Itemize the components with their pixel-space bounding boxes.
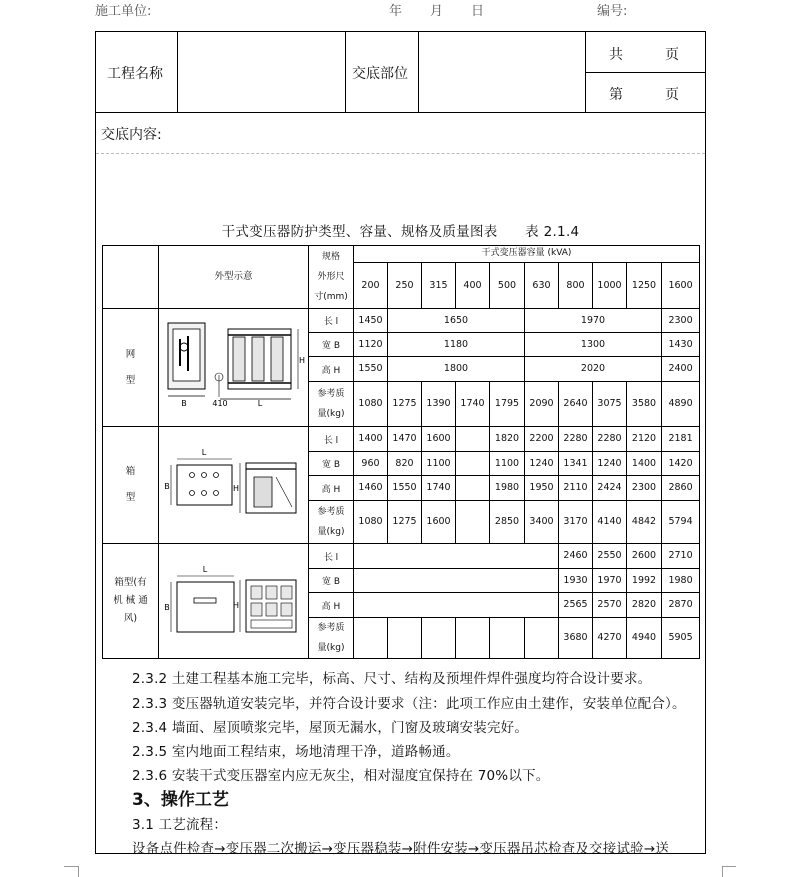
- row-label-cell: 宽 B: [309, 569, 354, 593]
- type-header-cell: [103, 246, 159, 309]
- capacity-cell: 630: [525, 263, 559, 309]
- disclosure-part-label: 交底部位: [352, 66, 408, 82]
- value-cell: 2600: [627, 544, 662, 569]
- value-cell: 2280: [593, 427, 627, 452]
- box-type-diagram: [160, 429, 306, 544]
- table-header-row: [103, 246, 700, 263]
- value-cell: 2565: [559, 593, 593, 618]
- spec-header-line: 规格: [321, 252, 340, 262]
- value-cell: 1450: [354, 309, 388, 333]
- vent-b-label: B: [164, 603, 170, 612]
- value-cell: 1980: [662, 569, 700, 593]
- row-label-cell: 高 H: [309, 476, 354, 501]
- number-label: 编号:: [597, 4, 628, 19]
- value-cell: 2120: [627, 427, 662, 452]
- value-cell: 2850: [490, 501, 525, 544]
- vent-l-label: L: [202, 565, 208, 574]
- value-cell: [422, 618, 456, 659]
- content-label: 交底内容:: [101, 127, 162, 143]
- value-cell: 1100: [490, 452, 525, 476]
- value-cell: 1820: [490, 427, 525, 452]
- body-line-2: 2.3.3 变压器轨道安装完毕，并符合设计要求（注：此项工作应由土建作，安装单位配合）。: [132, 696, 686, 712]
- value-cell: 1080: [354, 501, 388, 544]
- day-label: 日: [471, 4, 485, 19]
- net-410-label: 410: [212, 399, 228, 408]
- value-cell: 1800: [388, 357, 525, 382]
- value-cell: 1180: [388, 333, 525, 357]
- value-cell: 1400: [627, 452, 662, 476]
- value-cell: 1980: [490, 476, 525, 501]
- value-cell: [456, 452, 490, 476]
- page-corner-mark: [722, 866, 723, 877]
- value-cell: 1950: [525, 476, 559, 501]
- value-cell: 1100: [422, 452, 456, 476]
- value-cell: 2200: [525, 427, 559, 452]
- value-cell: 2820: [627, 593, 662, 618]
- value-cell: [490, 618, 525, 659]
- capacity-cell: 400: [456, 263, 490, 309]
- spec-header-line: 外形尺: [317, 272, 345, 282]
- type-name-line: 型: [125, 374, 136, 386]
- value-cell: 4940: [627, 618, 662, 659]
- capacity-cell: 200: [354, 263, 388, 309]
- value-cell: 2020: [525, 357, 662, 382]
- appearance-header-cell: 外型示意: [159, 246, 309, 309]
- spec-header-cell: [309, 246, 354, 309]
- value-cell: [354, 618, 388, 659]
- spec-header-line: 寸(mm): [314, 292, 348, 302]
- capacity-cell: 1000: [593, 263, 627, 309]
- value-cell: 2300: [662, 309, 700, 333]
- vent-h-label: H: [232, 601, 240, 610]
- capacity-cell: 1600: [662, 263, 700, 309]
- month-label: 月: [430, 4, 444, 19]
- process-subheading: 3.1 工艺流程：: [132, 817, 228, 833]
- current-page-label: 第: [609, 87, 623, 103]
- value-cell: 2090: [525, 382, 559, 427]
- value-cell: 3075: [593, 382, 627, 427]
- value-cell: 3170: [559, 501, 593, 544]
- value-cell: 1430: [662, 333, 700, 357]
- capacity-cell: 315: [422, 263, 456, 309]
- value-cell: 2400: [662, 357, 700, 382]
- value-cell: [525, 618, 559, 659]
- capacity-header-cell: 干式变压器容量 (kVA): [354, 246, 700, 263]
- value-cell: 2300: [627, 476, 662, 501]
- value-cell: 2870: [662, 593, 700, 618]
- value-cell: 1795: [490, 382, 525, 427]
- value-cell: 1470: [388, 427, 422, 452]
- value-cell: 1420: [662, 452, 700, 476]
- total-pages-label: 共: [609, 47, 623, 63]
- value-cell: 1970: [593, 569, 627, 593]
- value-cell: [456, 476, 490, 501]
- row-label-cell: 参考质 量(kg): [309, 501, 354, 544]
- body-line-5: 2.3.6 安装干式变压器室内应无灰尘，相对湿度宜保持在 70%以下。: [132, 768, 550, 784]
- type-name-cell: [103, 309, 159, 427]
- box-h-label: H: [232, 484, 240, 493]
- capacity-cell: 250: [388, 263, 422, 309]
- value-cell: 1550: [354, 357, 388, 382]
- value-cell: [388, 618, 422, 659]
- construction-unit-label: 施工单位:: [95, 4, 152, 19]
- body-line-3: 2.3.4 墙面、屋顶喷浆完毕，屋顶无漏水，门窗及玻璃安装完好。: [132, 720, 529, 736]
- box-b-label: B: [164, 482, 170, 491]
- type-name-line: 网: [125, 348, 136, 360]
- net-l-label: L: [257, 399, 263, 408]
- value-cell: 1120: [354, 333, 388, 357]
- net-type-diagram: [160, 311, 306, 426]
- value-cell: 5794: [662, 501, 700, 544]
- value-cell: 2460: [559, 544, 593, 569]
- row-label-cell: 长 l: [309, 309, 354, 333]
- value-cell: 1740: [422, 476, 456, 501]
- value-cell: 2640: [559, 382, 593, 427]
- table-caption: 干式变压器防护类型、容量、规格及质量图表 表 2.1.4: [221, 224, 580, 240]
- form-divider: [345, 32, 346, 112]
- value-cell: 2280: [559, 427, 593, 452]
- capacity-cell: 1250: [627, 263, 662, 309]
- content-divider: [96, 153, 705, 154]
- value-cell: 1275: [388, 501, 422, 544]
- value-cell: 1390: [422, 382, 456, 427]
- value-cell: [354, 593, 559, 618]
- disclosure-part-field[interactable]: [419, 33, 584, 111]
- value-cell: 1600: [422, 427, 456, 452]
- value-cell: 1930: [559, 569, 593, 593]
- form-divider: [585, 72, 705, 73]
- value-cell: 5905: [662, 618, 700, 659]
- type-name-cell: [103, 427, 159, 544]
- process-flow-line: 设备点件检查→变压器二次搬运→变压器稳装→附件安装→变压器吊芯检查及交接试验→送: [132, 841, 670, 857]
- capacity-cell: 800: [559, 263, 593, 309]
- value-cell: 1460: [354, 476, 388, 501]
- value-cell: 4140: [593, 501, 627, 544]
- project-name-field[interactable]: [178, 33, 344, 111]
- value-cell: 1275: [388, 382, 422, 427]
- form-divider: [96, 112, 705, 113]
- value-cell: 1300: [525, 333, 662, 357]
- year-label: 年: [389, 4, 403, 19]
- value-cell: 4890: [662, 382, 700, 427]
- type-name-line: 风): [123, 612, 138, 624]
- value-cell: [354, 544, 559, 569]
- type-name-cell: [103, 544, 159, 659]
- value-cell: 1740: [456, 382, 490, 427]
- value-cell: 1650: [388, 309, 525, 333]
- value-cell: 1080: [354, 382, 388, 427]
- value-cell: 2424: [593, 476, 627, 501]
- value-cell: 4842: [627, 501, 662, 544]
- type-name-line: 型: [125, 492, 136, 503]
- value-cell: 960: [354, 452, 388, 476]
- capacity-cell: 500: [490, 263, 525, 309]
- row-label-cell: 长 l: [309, 427, 354, 452]
- value-cell: 1341: [559, 452, 593, 476]
- type-name-line: 箱: [125, 466, 136, 478]
- row-label-cell: 宽 B: [309, 452, 354, 476]
- row-label-cell: 高 H: [309, 593, 354, 618]
- value-cell: 1240: [525, 452, 559, 476]
- value-cell: 1400: [354, 427, 388, 452]
- value-cell: 1240: [593, 452, 627, 476]
- value-cell: [456, 501, 490, 544]
- row-label-cell: 参考质 量(kg): [309, 618, 354, 659]
- value-cell: 1992: [627, 569, 662, 593]
- row-label-cell: 长 l: [309, 544, 354, 569]
- value-cell: [456, 427, 490, 452]
- body-line-4: 2.3.5 室内地面工程结束，场地清理干净，道路畅通。: [132, 744, 460, 760]
- value-cell: 3580: [627, 382, 662, 427]
- value-cell: 2110: [559, 476, 593, 501]
- page-corner-mark: [722, 866, 736, 867]
- project-name-label: 工程名称: [107, 66, 163, 82]
- type-name-line: 箱型(有: [114, 577, 147, 589]
- page-corner-mark: [78, 866, 79, 877]
- value-cell: 2550: [593, 544, 627, 569]
- row-label-cell: 高 H: [309, 357, 354, 382]
- value-cell: 3400: [525, 501, 559, 544]
- page-corner-mark: [64, 866, 78, 867]
- row-label-cell: 宽 B: [309, 333, 354, 357]
- value-cell: [456, 618, 490, 659]
- value-cell: 1550: [388, 476, 422, 501]
- type-name-line: 机 械 通: [113, 595, 148, 607]
- net-h-label: H: [298, 356, 306, 365]
- body-line-1: 2.3.2 土建工程基本施工完毕，标高、尺寸、结构及预埋件焊件强度均符合设计要求。: [132, 671, 652, 687]
- ventilated-box-diagram: [160, 548, 306, 662]
- row-label-cell: 参考质 量(kg): [309, 382, 354, 427]
- value-cell: 1600: [422, 501, 456, 544]
- total-pages-unit: 页: [665, 47, 679, 63]
- section-heading: 3、操作工艺: [132, 790, 229, 810]
- net-b-label: B: [181, 399, 187, 408]
- box-l-label: L: [201, 448, 207, 457]
- value-cell: 3680: [559, 618, 593, 659]
- value-cell: [354, 569, 559, 593]
- value-cell: 4270: [593, 618, 627, 659]
- value-cell: 1970: [525, 309, 662, 333]
- current-page-unit: 页: [665, 87, 679, 103]
- value-cell: 2570: [593, 593, 627, 618]
- value-cell: 2181: [662, 427, 700, 452]
- value-cell: 2860: [662, 476, 700, 501]
- value-cell: 2710: [662, 544, 700, 569]
- value-cell: 820: [388, 452, 422, 476]
